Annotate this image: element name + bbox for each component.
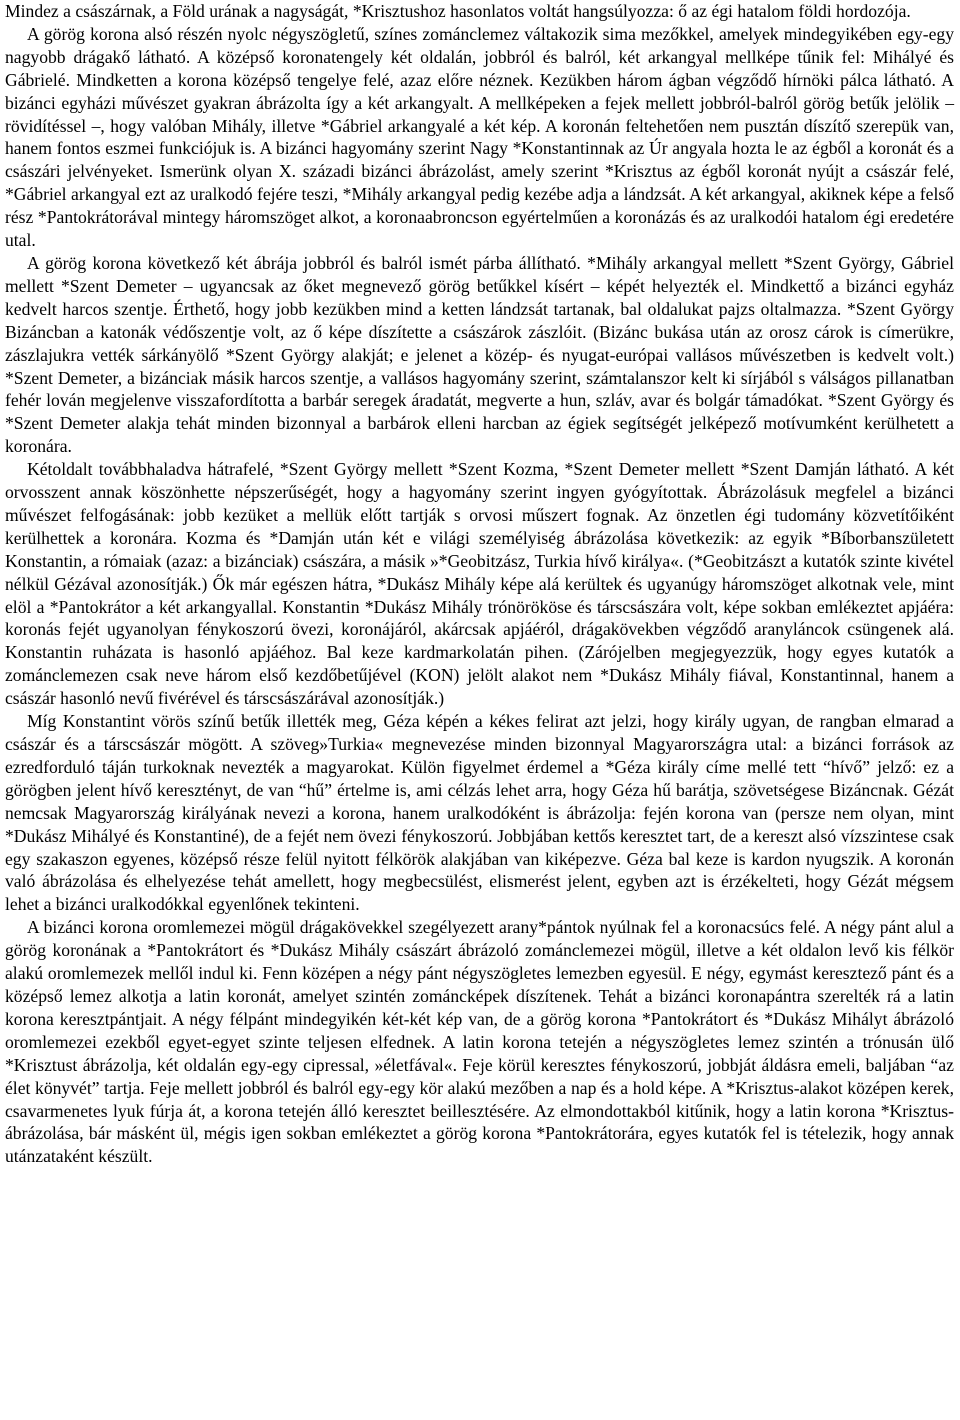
paragraph-geza: Míg Konstantint vörös színű betűk illették meg, Géza képén a kékes felirat azt jelzi, hogy király ugyan, de rangban elmarad a császár és a társcsászár mögött. A szöveg»Turkia« megnevezése minden bizonnyal Magyarországra utal: a bizánci források az ezredforduló táján turkoknak nevezték a magyarokat. Külön figyelmet érdemel a *Géza király címe mellé tett “hívő” jelző: ez a görögben jelent hívő keresztényt, de van “hű” értelme is, ami célzás lehet arra, hogy Géza hű barátja, szövetségese Bizáncnak. Gézát nemcsak Magyarország királyának nevezi a korona, hanem uralkodóként is ábrázolja: fején korona van (persze nem olyan, mint *Dukász Mihályé és Konstantiné), de a fejét nem övezi fénykoszorú. Jobbjában kettős keresztet tart, de a kereszt alsó vízszintese csak egy szakaszon egyenes, középső része felül nyitott félkörök alakjában van kiképezve. Géza bal keze is kardon nyugszik. A koronán való ábrázolása és elhelyezése tehát amellett, hogy megbecsülést, elismerést jelent, egyben azt is érzékelteti, hogy Gézát mégsem lehet a bizánci uralkodókkal egyenlőnek tekinteni. [5,711,954,915]
paragraph-continuation: Mindez a császárnak, a Föld urának a nagyságát, *Krisztushoz hasonlatos voltát hangsúlyozza: ő az égi hatalom földi hordozója. [5,1,911,21]
paragraph-latin-crown: A bizánci korona oromlemezei mögül drágakövekkel szegélyezett arany*pántok nyúlnak fel a koronacsúcs felé. A négy pánt alul a görög koronának a *Pantokrátort és *Dukász Mihály császárt ábrázoló zománclemezei mögül, illetve a két oldalon levő kis félkör alakú oromlemezek mellől indul ki. Fenn középen a négy pánt négyszögletes lemezben egyesül. E négy, egymást keresztező pánt és a középső lemez alkotja a latin koronát, amelyet szintén zománcképek díszítenek. Tehát a bizánci koronapántra szerelték rá a latin korona keresztpántjait. A négy félpánt mindegyikén két-két kép van, de a görög korona *Pantokrátort és *Dukász Mihályt ábrázoló oromlemezei ezekből egyet-egyet szinte teljesen elfednek. A latin korona tetején a négyszögletes lemez szintén a trónusán ülő *Krisztust ábrázolja, két oldalán egy-egy cipressal, »életfával«. Feje körül keresztes fénykoszorú, jobbját áldásra emeli, baljában “az élet könyvét” tartja. Feje mellett jobbról és balról egy-egy kör alakú mezőben a nap és a hold képe. A *Krisztus-alakot középen kerek, csavarmenetes lyuk fúrja át, a korona tetején álló keresztet beillesztésére. Az elmondottakból kitűnik, hogy a latin korona *Krisztus-ábrázolása, bár másként ül, mégis igen sokban emlékeztet a görög korona *Pantokrátorára, egyes kutatók fel is tételezik, hogy annak utánzataként készült. [5,917,954,1167]
paragraph-archangels: A görög korona alsó részén nyolc négyszögletű, színes zománclemez váltakozik sima mezőkkel, amelyek mindegyikében egy-egy nagyobb drágakő látható. A középső koronatengely két oldalán, jobbról és balról, két arkangyal mellképe tűnik fel: Mihályé és Gábrielé. Mindketten a korona középső tengelye felé, azaz előre néznek. Kezükben három ágban végződő hírnöki pálca látható. A bizánci egyházi művészet gyakran ábrázolta így a két arkangyalt. A mellképeken a fejek mellett jobbról-balról görög betűk jelölik – rövidítéssel –, hogy valóban Mihály, illetve *Gábriel arkangyalé a két kép. A koronán feltehetően nem pusztán díszítő szerepük van, hanem fontos eszmei funkciójuk is. A bizánci hagyomány szerint Nagy *Konstantinnak az Úr angyala hozta le az égből a koronát és a császári jelvényeket. Ismerünk olyan X. századi bizánci ábrázolást, amely szerint *Krisztus az égből koronát nyújt a császár felé, *Gábriel arkangyal ezt az uralkodó fejére teszi, *Mihály arkangyal pedig kezébe adja a lándzsát. A két arkangyal, akiknek képe a felső rész *Pantokrátorával mintegy háromszöget alkot, a koronaabroncson egyértelműen a koronázás és az uralkodói hatalom égi eredetére utal. [5,23,954,251]
paragraph-physician-saints: Kétoldalt továbbhaladva hátrafelé, *Szent György mellett *Szent Kozma, *Szent Demeter mellett *Szent Damján látható. A két orvosszent annak köszönhette népszerűségét, hogy a hagyomány szerint ingyen gyógyítottak. Ábrázolásuk megfelel a bizánci művészet felfogásának: jobb kezüket a mellük előtt tartják s orvosi műszert fognak. Az önzetlen égi tudomány közvetítőiként kerülhettek a koronára. Kozma és *Damján után két e világi személyiség ábrázolása következik: az egyik *Bíborbanszületett Konstantin, a rómaiak (azaz: a bizánciak) császára, a másik »*Geobitzász, Turkia hívő királya«. (*Geobitzászt a kutatók szinte kivétel nélkül Gézával azonosítják.) Ők már egészen hátra, *Dukász Mihály képe alá kerültek és ugyanúgy háromszöget alkotnak vele, mint elöl a *Pantokrátor a két arkangyallal. Konstantin *Dukász Mihály trónörököse és társcsászára volt, képe sokban emlékeztet apjáéra: koronás fejét ugyanolyan fénykoszorú övezi, koronájáról, akárcsak apjáéról, drágakövekben végződő aranyláncok csüngenek alá. Konstantin ruházata is hasonló apjáéhoz. Bal keze kardmarkolatán pihen. (Zárójelben megjegyezzük, hogy egyes kutatók a zománclemezen csak neve három első kezdőbetűjével (KON) jelölt alakot nem *Dukász Mihály fiával, Konstantinnal, hanem a császár hasonló nevű fivérével és társcsászárával azonosítják.) [5,459,954,709]
paragraph-warrior-saints: A görög korona következő két ábrája jobbról és balról ismét párba állítható. *Mihály arkangyal mellett *Szent György, Gábriel mellett *Szent Demeter – ugyancsak az őket megnevező görög betűkkel kísért – képét helyezték el. Mindkettő a bizánci egyház kedvelt harcos szentje. Érthető, hogy jobb kezükben mind a ketten lándzsát tartanak, bal oldalukat pajzs oltalmazza. *Szent György Bizáncban a katonák védőszentje volt, az ő képe díszítette a császárok zászlóit. (Bizánc bukása után az orosz cárok is címerükre, zászlajukra vették sárkányölő *Szent György alakját; e jelenet a közép- és nyugat-európai vallásos művészetben is kedvelt volt.) *Szent Demeter, a bizánciak másik harcos szentje, a vallásos hagyomány szerint, számtalanszor kelt ki sírjából s válságos pillanatban fehér lován megjelenve visszafordította a barbár seregek áradatát, megverte a hun, szláv, avar és bolgár támadókat. *Szent György és *Szent Demeter alakja tehát minden bizonnyal a barbárok elleni harcban az égiek segítségét jelképező motívumként kerülhetett a koronára. [5,252,954,457]
